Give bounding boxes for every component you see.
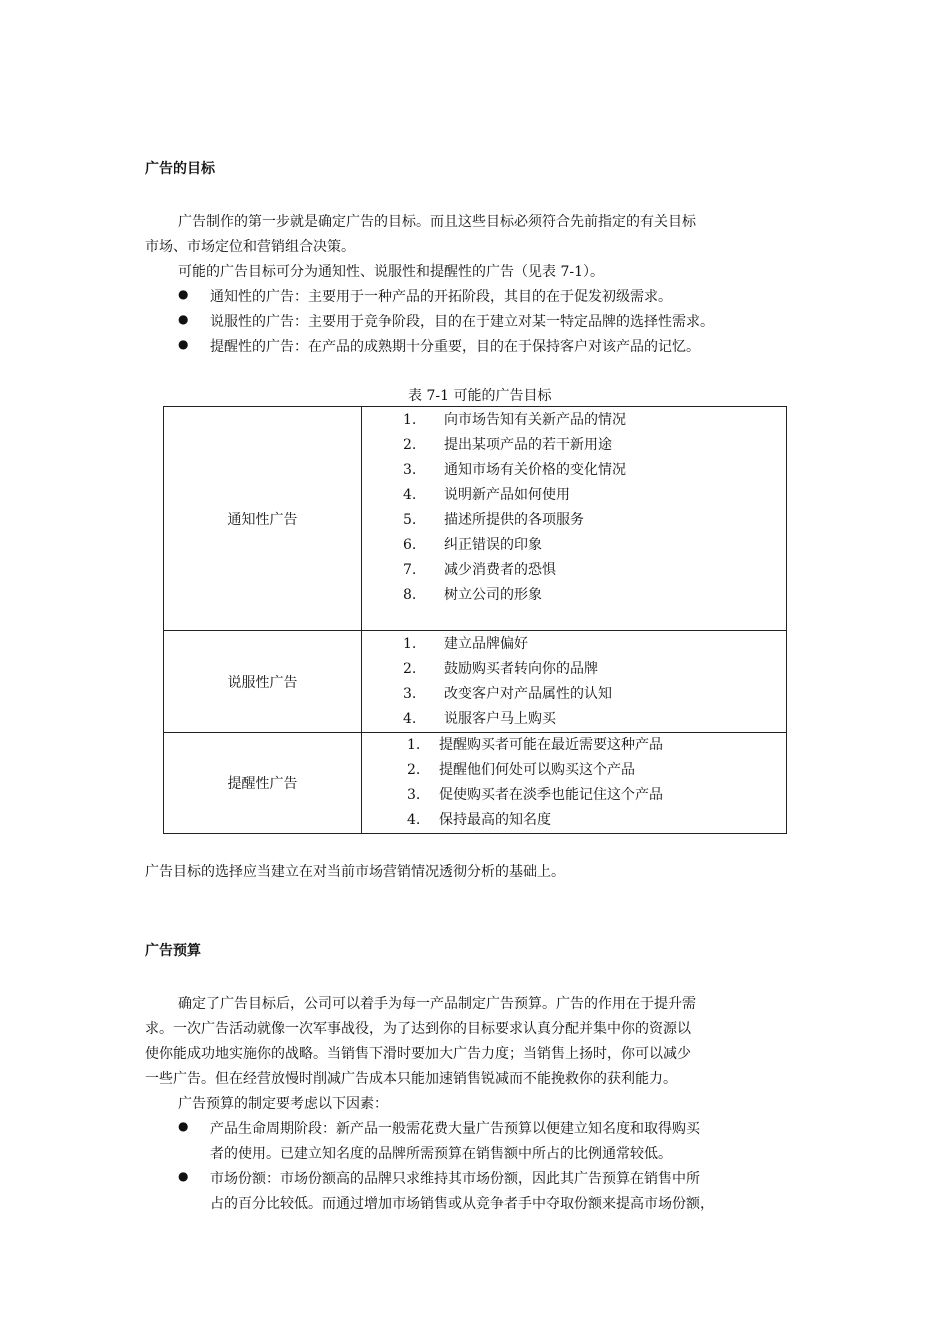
category-cell: 通知性广告: [164, 407, 362, 631]
bullet-icon: ●: [178, 337, 189, 351]
bullet-icon: ●: [178, 312, 189, 326]
item-text: 提出某项产品的若干新用途: [444, 437, 612, 453]
bullet-icon: ●: [178, 1119, 189, 1133]
item-number: 2.: [407, 762, 421, 778]
list-item: [362, 583, 786, 608]
bullet-item: 产品生命周期阶段：新产品一般需花费大量广告预算以便建立知名度和取得购买: [210, 1121, 700, 1137]
item-number: 4.: [403, 711, 417, 727]
item-text: 说明新产品如何使用: [444, 487, 570, 503]
list-item: [362, 558, 786, 583]
list-item: [362, 632, 786, 657]
list-item: [362, 707, 786, 732]
bullet-item-continuation: 占的百分比较低。而通过增加市场销售或从竞争者手中夺取份额来提高市场份额，: [210, 1196, 714, 1212]
list-item: [362, 682, 786, 707]
item-number: 2.: [403, 437, 417, 453]
category-cell: 说服性广告: [164, 631, 362, 733]
list-item: [362, 657, 786, 682]
list-item: [362, 483, 786, 508]
list-item: [362, 508, 786, 533]
bullet-icon: ●: [178, 1169, 189, 1183]
table-caption: 表 7-1 可能的广告目标: [408, 388, 552, 404]
item-number: 1.: [407, 737, 421, 753]
bullet-item: 市场份额：市场份额高的品牌只求维持其市场份额，因此其广告预算在销售中所: [210, 1171, 700, 1187]
item-number: 4.: [407, 812, 421, 828]
list-item: [362, 758, 786, 783]
item-text: 纠正错误的印象: [444, 537, 542, 553]
item-number: 6.: [403, 537, 417, 553]
item-number: 1.: [403, 412, 417, 428]
item-number: 5.: [403, 512, 417, 528]
item-text: 树立公司的形象: [444, 587, 542, 603]
item-text: 改变客户对产品属性的认知: [444, 686, 612, 702]
item-text: 保持最高的知名度: [439, 812, 551, 828]
items-cell: [362, 733, 787, 834]
item-number: 3.: [403, 462, 417, 478]
item-text: 向市场告知有关新产品的情况: [444, 412, 626, 428]
item-text: 减少消费者的恐惧: [444, 562, 556, 578]
item-text: 提醒他们何处可以购买这个产品: [439, 762, 635, 778]
list-item: [362, 458, 786, 483]
item-number: 3.: [407, 787, 421, 803]
bullet-item: 通知性的广告：主要用于一种产品的开拓阶段，其目的在于促发初级需求。: [210, 289, 672, 305]
list-item: [362, 808, 786, 833]
table-row: [164, 631, 787, 733]
list-item: [362, 733, 786, 758]
items-cell: [362, 407, 787, 631]
paragraph-line: 使你能成功地实施你的战略。当销售下滑时要加大广告力度；当销售上扬时，你可以减少: [145, 1046, 691, 1062]
category-cell: 提醒性广告: [164, 733, 362, 834]
item-number: 1.: [403, 636, 417, 652]
list-item: [362, 533, 786, 558]
item-number: 7.: [403, 562, 417, 578]
item-text: 说服客户马上购买: [444, 711, 556, 727]
item-number: 4.: [403, 487, 417, 503]
item-text: 提醒购买者可能在最近需要这种产品: [439, 737, 663, 753]
bullet-icon: ●: [178, 287, 189, 301]
paragraph-line: 求。一次广告活动就像一次军事战役，为了达到你的目标要求认真分配并集中你的资源以: [145, 1021, 691, 1037]
paragraph-line: 广告制作的第一步就是确定广告的目标。而且这些目标必须符合先前指定的有关目标: [178, 214, 696, 230]
paragraph: 广告预算的制定要考虑以下因素：: [178, 1096, 388, 1112]
list-item: [362, 408, 786, 433]
paragraph-line: 确定了广告目标后，公司可以着手为每一产品制定广告预算。广告的作用在于提升需: [178, 996, 696, 1012]
item-text: 通知市场有关价格的变化情况: [444, 462, 626, 478]
item-text: 建立品牌偏好: [444, 636, 528, 652]
section-heading-ad-budget: 广告预算: [145, 943, 201, 959]
item-text: 鼓励购买者转向你的品牌: [444, 661, 598, 677]
paragraph: 可能的广告目标可分为通知性、说服性和提醒性的广告（见表 7-1）。: [178, 264, 604, 280]
list-item: [362, 783, 786, 808]
section-heading-ad-objectives: 广告的目标: [145, 161, 215, 177]
paragraph: 广告目标的选择应当建立在对当前市场营销情况透彻分析的基础上。: [145, 864, 565, 880]
bullet-item: 提醒性的广告：在产品的成熟期十分重要，目的在于保持客户对该产品的记忆。: [210, 339, 700, 355]
item-number: 3.: [403, 686, 417, 702]
paragraph-line: 市场、市场定位和营销组合决策。: [145, 239, 355, 255]
item-text: 促使购买者在淡季也能记住这个产品: [439, 787, 663, 803]
bullet-item-continuation: 者的使用。已建立知名度的品牌所需预算在销售额中所占的比例通常较低。: [210, 1146, 672, 1162]
ad-objectives-table: [163, 406, 787, 834]
item-text: 描述所提供的各项服务: [444, 512, 584, 528]
table-row: [164, 733, 787, 834]
paragraph-line: 一些广告。但在经营放慢时削减广告成本只能加速销售锐减而不能挽救你的获利能力。: [145, 1071, 677, 1087]
bullet-item: 说服性的广告：主要用于竞争阶段，目的在于建立对某一特定品牌的选择性需求。: [210, 314, 714, 330]
item-number: 2.: [403, 661, 417, 677]
list-item: [362, 433, 786, 458]
table-row: [164, 407, 787, 631]
items-cell: [362, 631, 787, 733]
item-number: 8.: [403, 587, 417, 603]
